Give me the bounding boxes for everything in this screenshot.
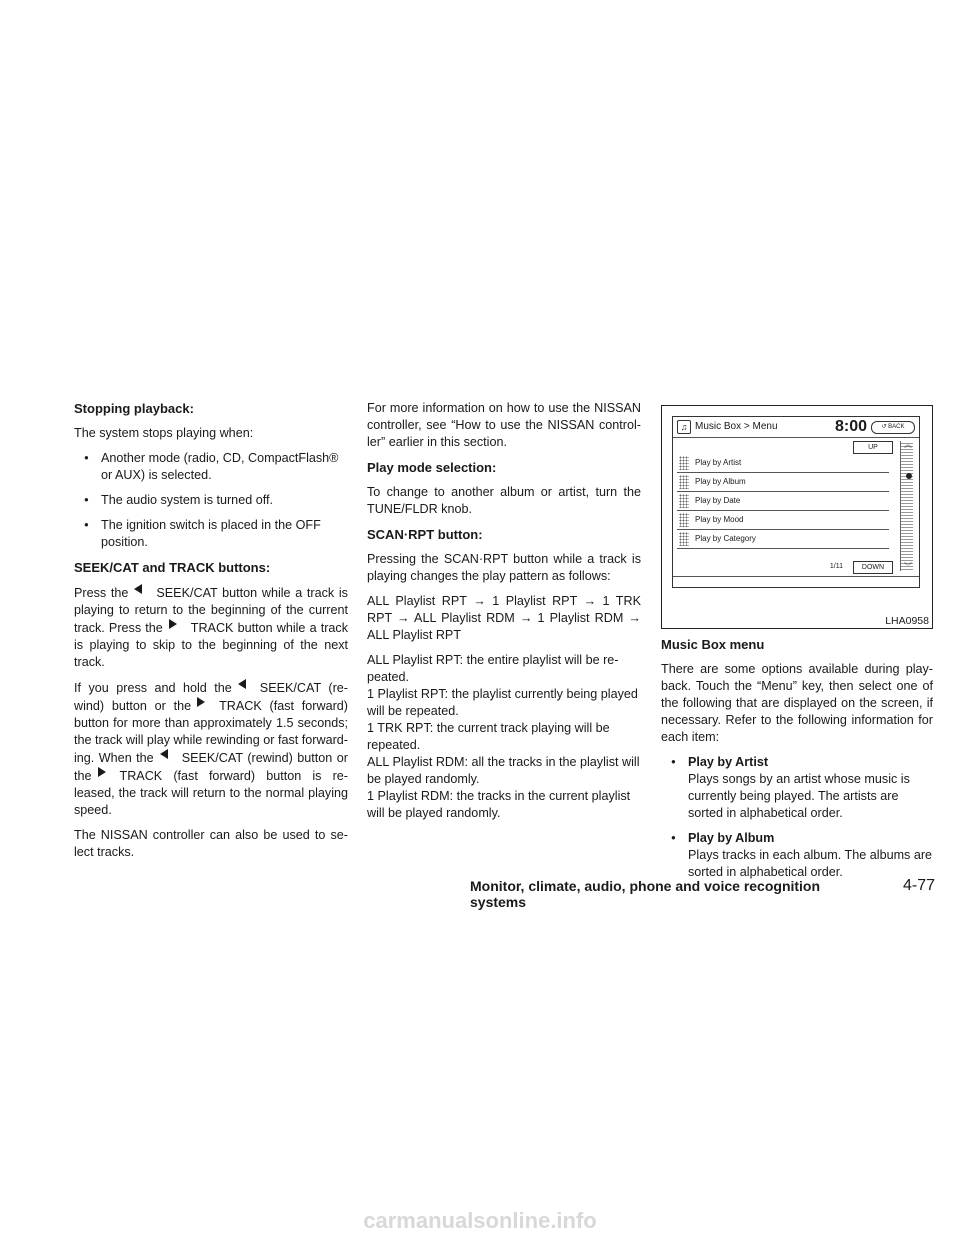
bullet-item: ● Play by Album Plays tracks in each album. The albums are sorted in alphabetical order.: [661, 830, 933, 881]
page-footer: [470, 877, 935, 910]
screen-title: Music Box > Menu: [695, 421, 778, 432]
screen-footer: [673, 576, 919, 587]
bullet-item: ● Another mode (radio, CD, CompactFlash® or AUX) is selected.: [74, 450, 348, 484]
section-title: Monitor, climate, audio, phone and voice recognition systems: [470, 878, 821, 910]
track-right-triangle-icon: [169, 619, 177, 629]
definitions: [367, 652, 641, 822]
list-item[interactable]: Play by Album: [677, 473, 889, 492]
track-right-triangle-icon: [197, 697, 205, 707]
definition: 1 Playlist RDM: the tracks in the current playlist will be played randomly.: [367, 789, 631, 820]
column-1: [74, 400, 348, 869]
paragraph-scan-rpt: Pressing the SCAN·RPT button while a track is playing changes the play pattern as follows:: [367, 552, 641, 583]
paragraph-more-info: For more information on how to use the NISSAN controller, see “How to use the NISSAN control-ler” earlier in this section.: [367, 401, 641, 449]
paragraph-play-mode: To change to another album or artist, turn the TUNE/FLDR knob.: [367, 485, 641, 516]
bullet-icon: [671, 754, 676, 772]
seek-left-triangle-icon: [134, 584, 142, 594]
paragraph-controller: The NISSAN controller can also be used to se-lect tracks.: [74, 828, 348, 859]
seek-left-triangle-icon: [238, 679, 246, 689]
music-icon: ♫: [677, 420, 691, 434]
paragraph-music-box-menu: There are some options available during play-back. Touch the “Menu” key, then select one of the following that are displayed on the screen, if necessary. Refer to the following information for each item:: [661, 662, 933, 744]
list-item[interactable]: Play by Mood: [677, 511, 889, 530]
paragraph-press-hold: If you press and hold the SEEK/CAT (re-wind) button or the TRACK (fast forward) button for more than approximately 1.5 seconds; the track will play while rewinding or fast forward-ing. When the SEEK/CAT (rewind) button or the TRACK (fast forward) button is re-leased, the track will return to the normal playing speed.: [74, 681, 348, 817]
screen-illustration: [672, 416, 920, 588]
back-button[interactable]: ↺ BACK: [871, 421, 915, 434]
bullet-icon: [84, 517, 89, 535]
heading-stopping-playback: Stopping playback:: [74, 401, 194, 416]
track-right-triangle-icon: [98, 767, 106, 777]
page-number: 4-77: [902, 877, 935, 894]
heading-seek-track: SEEK/CAT and TRACK buttons:: [74, 560, 271, 575]
scroll-thumb[interactable]: [906, 473, 912, 479]
definition: 1 Playlist RPT: the playlist currently being played will be repeated.: [367, 687, 638, 718]
watermark: carmanualsonline.info: [363, 1208, 597, 1233]
scrollbar[interactable]: [900, 441, 913, 571]
grip-icon: [679, 494, 689, 508]
grip-icon: [679, 456, 689, 470]
menu-list: [677, 454, 889, 549]
chevron-down-icon: ︾: [904, 562, 912, 571]
definition: 1 TRK RPT: the current track playing will be repeated.: [367, 721, 610, 752]
heading-scan-rpt: SCAN·RPT button:: [367, 527, 483, 542]
heading-play-mode: Play mode selection:: [367, 460, 497, 475]
bullet-icon: [671, 830, 676, 848]
music-box-menu-figure: [661, 405, 933, 629]
column-2: [367, 400, 641, 822]
list-item[interactable]: Play by Date: [677, 492, 889, 511]
definition: ALL Playlist RPT: the entire playlist will be re-peated.: [367, 653, 619, 684]
grip-icon: [679, 532, 689, 546]
column-3: [661, 636, 933, 889]
grip-icon: [679, 513, 689, 527]
paragraph-seek: Press the SEEK/CAT button while a track is playing to return to the beginning of the current track. Press the TRACK button while a track is playing to skip to the beginning of the next track.: [74, 586, 348, 669]
definition: ALL Playlist RDM: all the tracks in the playlist will be played randomly.: [367, 755, 640, 786]
page-indicator: 1/11: [829, 563, 843, 570]
list-item[interactable]: Play by Artist: [677, 454, 889, 473]
chevron-up-icon: ︽: [904, 440, 912, 449]
up-button[interactable]: UP: [853, 441, 893, 454]
paragraph-sequence: ALL Playlist RPT → 1 Playlist RPT → 1 TRK RPT → ALL Playlist RDM → 1 Playlist RDM → ALL Playlist RPT: [367, 594, 641, 642]
list-item[interactable]: Play by Category: [677, 530, 889, 549]
grip-icon: [679, 475, 689, 489]
down-button[interactable]: DOWN: [853, 561, 893, 574]
screen-header: [673, 417, 919, 438]
bullet-icon: [84, 450, 89, 468]
bullet-item: ● The audio system is turned off.: [74, 492, 348, 509]
heading-music-box-menu: Music Box menu: [661, 637, 765, 652]
stop-intro: The system stops playing when:: [74, 426, 254, 440]
bullet-item: ● The ignition switch is placed in the OFF position.: [74, 517, 348, 551]
clock: 8:00: [834, 418, 867, 435]
figure-code: LHA0958: [885, 615, 929, 627]
seek-left-triangle-icon: [160, 749, 168, 759]
bullet-icon: [84, 492, 89, 510]
bullet-item: ● Play by Artist Plays songs by an artist whose music is currently being played. The artists are sorted in alphabetical order.: [661, 754, 933, 822]
